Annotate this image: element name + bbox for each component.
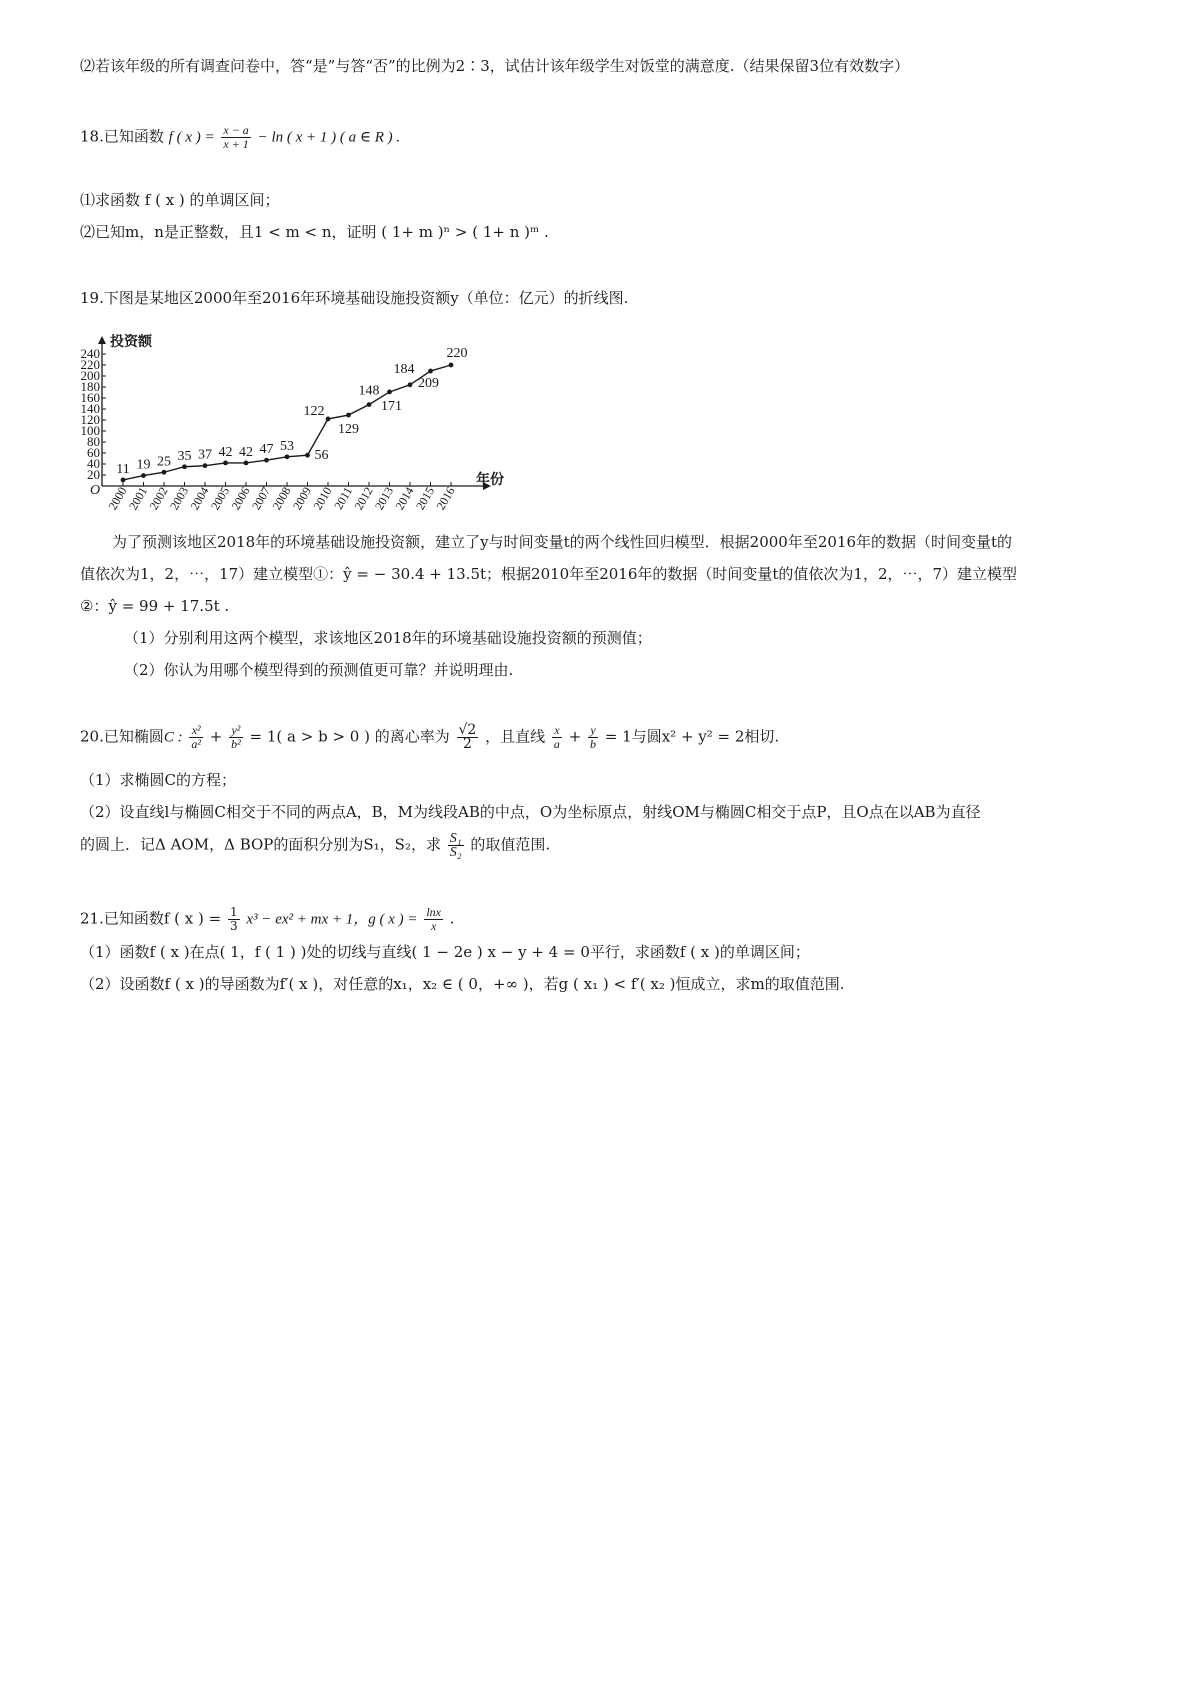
chart-x-ticks — [105, 482, 457, 512]
q20-frac-yb — [588, 724, 598, 751]
q20-part2-line2a: 的圆上．记Δ AOM，Δ BOP的面积分别为S₁，S₂，求 — [80, 835, 441, 854]
q21-f1-num: 1 — [230, 905, 238, 919]
data-point — [305, 453, 310, 458]
q21-stem-a: 21.已知函数f ( x ) = — [80, 909, 222, 928]
q19-para-line3: ②：ŷ = 99 + 17.5t . — [80, 597, 230, 615]
x-tick-label: 2011 — [331, 484, 356, 512]
q20-plus-2: + — [568, 727, 582, 746]
data-label: 56 — [314, 448, 329, 464]
data-point — [121, 478, 126, 483]
data-point — [346, 413, 351, 418]
x-tick-label: 2007 — [248, 484, 274, 513]
x-tick-label: 2009 — [289, 484, 315, 513]
q20-f3-num: √2 — [458, 722, 477, 738]
q21-frac-lnx-x — [424, 906, 443, 933]
x-tick-label: 2000 — [105, 484, 130, 513]
data-point — [244, 461, 249, 466]
data-label: 129 — [338, 422, 359, 438]
x-tick-label: 2005 — [207, 484, 233, 513]
data-point — [367, 402, 372, 407]
data-label: 220 — [446, 346, 468, 361]
data-label: 37 — [198, 447, 212, 463]
q20-plus: + — [209, 727, 223, 746]
q20-f6-num: S₁ — [449, 831, 462, 846]
data-label: 171 — [381, 398, 402, 414]
data-point — [182, 464, 187, 469]
q21-frac-1-3 — [228, 906, 240, 933]
x-tick-label: 2003 — [166, 484, 192, 513]
series-line — [123, 365, 451, 480]
q20-stem-a: 20.已知椭圆 — [80, 727, 164, 746]
q21-f2-den: x — [430, 919, 437, 933]
x-tick-label: 2012 — [351, 484, 376, 513]
q21-stem-b: x³ − ex² + mx + 1，g ( x ) = — [246, 911, 418, 928]
x-tick-label: 2008 — [269, 484, 294, 513]
q21-part1: （1）函数f ( x )在点( 1，f ( 1 ) )处的切线与直线( 1 − 2e ) x − y + 4 = 0平行，求函数f ( x )的单调区间； — [80, 943, 810, 961]
q19-para-line1: 为了预测该地区2018年的环境基础设施投资额，建立了y与时间变量t的两个线性回归模型．根据2000年至2016年的数据（时间变量t的 — [112, 533, 1013, 551]
data-label: 19 — [136, 457, 151, 473]
q20-part1: （1）求椭圆C的方程； — [80, 771, 237, 789]
q21-f1-den: 3 — [230, 919, 238, 933]
chart-origin-label: O — [90, 483, 101, 498]
y-tick-label: 140 — [80, 401, 100, 416]
y-tick-label: 160 — [80, 390, 100, 405]
y-tick-label: 200 — [80, 368, 100, 383]
q20-frac-y2b2 — [229, 724, 243, 751]
chart-x-label: 年份 — [476, 473, 504, 488]
q20-f3-den: 2 — [462, 736, 472, 752]
q20-frac-sqrt2 — [457, 724, 479, 751]
q20-f5-num: y — [588, 724, 598, 738]
q20-f2-den: b² — [231, 737, 241, 751]
data-point — [162, 470, 167, 475]
q21-stem — [80, 906, 455, 933]
data-label: 25 — [157, 454, 171, 470]
q20-frac-x2a2 — [189, 724, 203, 751]
x-tick-label: 2006 — [228, 484, 253, 513]
data-label: 184 — [393, 361, 415, 377]
q20-part2-line2b: 的取值范围. — [470, 835, 551, 854]
data-point — [387, 390, 392, 395]
q20-frac-xa — [552, 724, 562, 751]
y-tick-label: 20 — [87, 467, 100, 482]
y-tick-label: 220 — [80, 357, 100, 372]
q18-stem-prefix: 已知函数 — [103, 127, 164, 146]
q20-stem-c: C : — [163, 729, 183, 746]
chart-data-labels — [116, 346, 467, 477]
q20-f1-den: a² — [191, 737, 201, 751]
q20-f4-den: a — [553, 737, 560, 751]
q18-fx: f ( x ) = — [168, 129, 215, 146]
q20-f1-num: x² — [189, 724, 203, 738]
y-tick-label: 120 — [80, 412, 100, 427]
x-tick-label: 2014 — [392, 484, 417, 513]
data-point — [264, 458, 269, 463]
q18-part2: ⑵已知m，n是正整数，且1 < m < n，证明 ( 1+ m )ⁿ > ( 1+ n )ᵐ . — [80, 223, 549, 241]
x-tick-label: 2004 — [187, 484, 212, 513]
q20-stem-b: = 1( a > b > 0 ) 的离心率为 — [249, 727, 450, 746]
y-tick-label: 60 — [87, 445, 100, 460]
q21-part2: （2）设函数f ( x )的导函数为f′( x )，对任意的x₁，x₂ ∈ ( 0，+∞ )，若g ( x₁ ) < f′( x₂ )恒成立，求m的取值范围. — [80, 975, 845, 993]
x-tick-label: 2010 — [310, 484, 335, 513]
data-label: 42 — [218, 444, 233, 460]
q19-part2: （2）你认为用哪个模型得到的预测值更可靠？并说明理由. — [124, 661, 514, 679]
q21-stem-c: . — [449, 909, 455, 928]
x-tick-label: 2016 — [433, 484, 458, 513]
q18-stem-rest: − ln ( x + 1 ) ( a ∈ R ) . — [257, 129, 401, 146]
x-tick-label: 2001 — [125, 484, 151, 513]
data-label: 11 — [116, 461, 130, 477]
data-point — [285, 454, 290, 459]
q20-stem-e: = 1与圆x² + y² = 2相切. — [604, 727, 780, 746]
q18-frac-num: x − a — [223, 123, 249, 137]
y-tick-label: 180 — [80, 379, 100, 394]
data-point — [223, 461, 228, 466]
y-tick-label: 80 — [87, 434, 100, 449]
q20-f5-den: b — [590, 737, 597, 751]
q19-stem: 19.下图是某地区2000年至2016年环境基础设施投资额y（单位：亿元）的折线图. — [80, 289, 629, 307]
q19-para-line2: 值依次为1，2，⋯，17）建立模型①：ŷ = − 30.4 + 13.5t；根据2010年至2016年的数据（时间变量t的值依次为1，2，⋯，7）建立模型 — [80, 565, 1018, 583]
q17-part2: ⑵若该年级的所有调查问卷中，答“是”与答“否”的比例为2∶3，试估计该年级学生对饭堂的满意度.（结果保留3位有效数字） — [80, 57, 910, 75]
data-label: 47 — [259, 442, 274, 458]
q21-f2-num: lnx — [426, 905, 441, 919]
q18-frac-den: x + 1 — [223, 137, 249, 151]
q19-part1: （1）分别利用这两个模型，求该地区2018年的环境基础设施投资额的预测值； — [124, 629, 652, 647]
q18-number: 18. — [80, 127, 104, 146]
data-label: 148 — [358, 383, 380, 399]
data-point — [141, 473, 146, 478]
data-label: 42 — [239, 444, 253, 460]
q20-f2-num: y² — [229, 724, 243, 738]
investment-line-chart — [78, 334, 508, 520]
data-point — [203, 463, 208, 468]
data-point — [428, 369, 433, 374]
data-label: 122 — [303, 403, 325, 419]
q20-part2-line1: （2）设直线l与椭圆C相交于不同的两点A，B，M为线段AB的中点，O为坐标原点，射线OM与椭圆C相交于点P，且O点在以AB为直径 — [80, 803, 981, 821]
q20-frac-s1s2 — [448, 832, 464, 859]
y-tick-label: 40 — [87, 456, 100, 471]
data-point — [326, 417, 331, 422]
y-axis-arrow — [98, 336, 106, 344]
data-point — [408, 382, 413, 387]
q18-stem — [80, 124, 400, 151]
q20-stem — [80, 724, 779, 751]
data-point — [449, 363, 454, 368]
x-tick-label: 2015 — [412, 484, 438, 513]
data-label: 53 — [280, 438, 294, 454]
data-label: 35 — [177, 448, 192, 464]
q20-f6-den: S₂ — [449, 845, 462, 860]
q20-part2-line2 — [80, 832, 550, 859]
q20-stem-d: ，且直线 — [485, 727, 546, 746]
x-tick-label: 2013 — [371, 484, 397, 513]
x-tick-label: 2002 — [146, 484, 171, 513]
chart-y-label: 投资额 — [110, 335, 152, 350]
q20-f4-num: x — [552, 724, 562, 738]
y-tick-label: 100 — [80, 423, 100, 438]
q18-fraction — [221, 124, 250, 151]
data-label: 209 — [418, 376, 439, 392]
y-tick-label: 240 — [80, 346, 100, 361]
q18-part1: ⑴求函数 f ( x ) 的单调区间； — [80, 191, 280, 209]
